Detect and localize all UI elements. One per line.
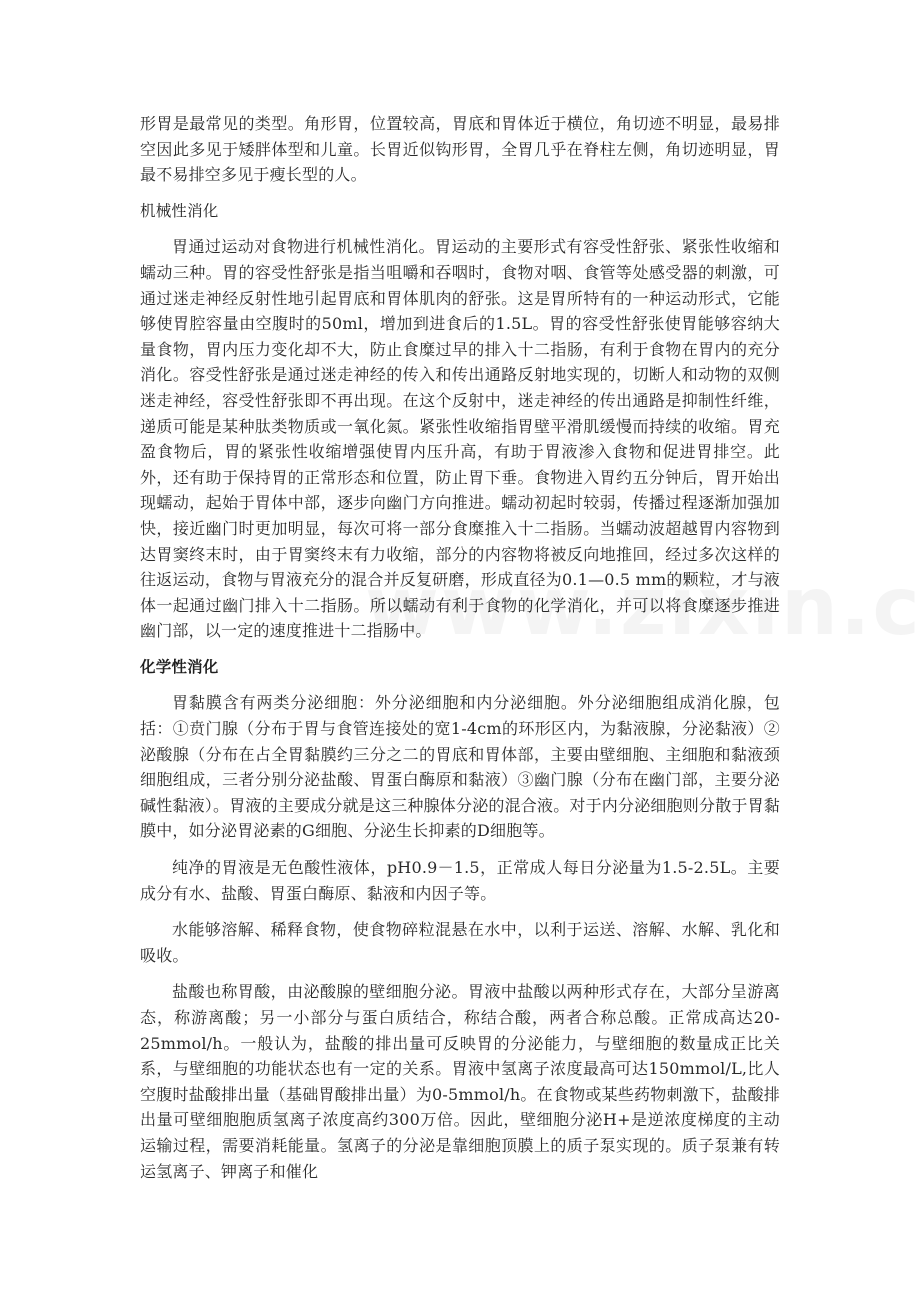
paragraph-gastric-glands: 胃黏膜含有两类分泌细胞：外分泌细胞和内分泌细胞。外分泌细胞组成消化腺，包括：①贲门腺（分布于胃与食管连接处的宽1-4cm的环形区内，为黏液腺，分泌黏液）②泌酸腺（分布在占全胃黏膜约三分之二的胃底和胃体部，主要由壁细胞、主细胞和黏液颈细胞组成，三者分别分泌盐酸、胃蛋白酶原和黏液）③幽门腺（分布在幽门部，主要分泌碱性黏液）。胃液的主要成分就是这三种腺体分泌的混合液。对于内分泌细胞则分散于胃黏膜中，如分泌胃泌素的G细胞、分泌生长抑素的D细胞等。 xyxy=(140,693,781,841)
paragraph-gastric-juice: 纯净的胃液是无色酸性液体，pH0.9－1.5，正常成人每日分泌量为1.5-2.5L。主要成分有水、盐酸、胃蛋白酶原、黏液和内因子等。 xyxy=(140,858,780,903)
heading-chemical-digestion: 化学性消化 xyxy=(140,657,219,676)
heading-mechanical-digestion: 机械性消化 xyxy=(140,201,219,220)
paragraph-water: 水能够溶解、稀释食物，使食物碎粒混悬在水中，以利于运送、溶解、水解、乳化和吸收。 xyxy=(140,920,780,965)
paragraph-mechanical-digestion: 胃通过运动对食物进行机械性消化。胃运动的主要形式有容受性舒张、紧张性收缩和蠕动三种。胃的容受性舒张是指当咀嚼和吞咽时，食物对咽、食管等处感受器的刺激，可通过迷走神经反射性地引起胃底和胃体肌肉的舒张。这是胃所特有的一种运动形式，它能够使胃腔容量由空腹时的50ml，增加到进食后的1.5L。胃的容受性舒张使胃能够容纳大量食物，胃内压力变化却不大，防止食糜过早的排入十二指肠，有利于食物在胃内的充分消化。容受性舒张是通过迷走神经的传入和传出通路反射地实现的，切断人和动物的双侧迷走神经，容受性舒张即不再出现。在这个反射中，迷走神经的传出通路是抑制性纤维，递质可能是某种肽类物质或一氧化氮。紧张性收缩指胃壁平滑肌缓慢而持续的收缩。胃充盈食物后，胃的紧张性收缩增强使胃内压升高，有助于胃液渗入食物和促进胃排空。此外，还有助于保持胃的正常形态和位置，防止胃下垂。食物进入胃约五分钟后，胃开始出现蠕动，起始于胃体中部，逐步向幽门方向推进。蠕动初起时较弱，传播过程逐渐加强加快，接近幽门时更加明显，每次可将一部分食糜推入十二指肠。当蠕动波超越胃内容物到达胃窦终末时，由于胃窦终末有力收缩，部分的内容物将被反向地推回，经过多次这样的往返运动，食物与胃液充分的混合并反复研磨，形成直径为0.1—0.5 mm的颗粒，才与液体一起通过幽门排入十二指肠。所以蠕动有利于食物的化学消化，并可以将食糜逐步推进幽门部，以一定的速度推进十二指肠中。 xyxy=(140,237,780,641)
paragraph-hydrochloric-acid: 盐酸也称胃酸，由泌酸腺的壁细胞分泌。胃液中盐酸以两种形式存在，大部分呈游离态，称游离酸；另一小部分与蛋白质结合，称结合酸，两者合称总酸。正常成高达20-25mmol/h。一般认为，盐酸的排出量可反映胃的分泌能力，与壁细胞的数量成正比关系，与壁细胞的功能状态也有一定的关系。胃液中氢离子浓度最高可达150mmol/L,比人空腹时盐酸排出量（基础胃酸排出量）为0-5mmol/h。在食物或某些药物刺激下，盐酸排出量可壁细胞胞质氢离子浓度高约300万倍。因此，壁细胞分泌H+是逆浓度梯度的主动运输过程，需要消耗能量。氢离子的分泌是靠细胞顶膜上的质子泵实现的。质子泵兼有转运氢离子、钾离子和催化 xyxy=(140,982,780,1181)
paragraph-stomach-types: 形胃是最常见的类型。角形胃，位置较高，胃底和胃体近于横位，角切迹不明显，最易排空因此多见于矮胖体型和儿童。长胃近似钩形胃，全胃几乎在脊柱左侧，角切迹明显，胃最不易排空多见于瘦长型的人。 xyxy=(140,114,780,185)
